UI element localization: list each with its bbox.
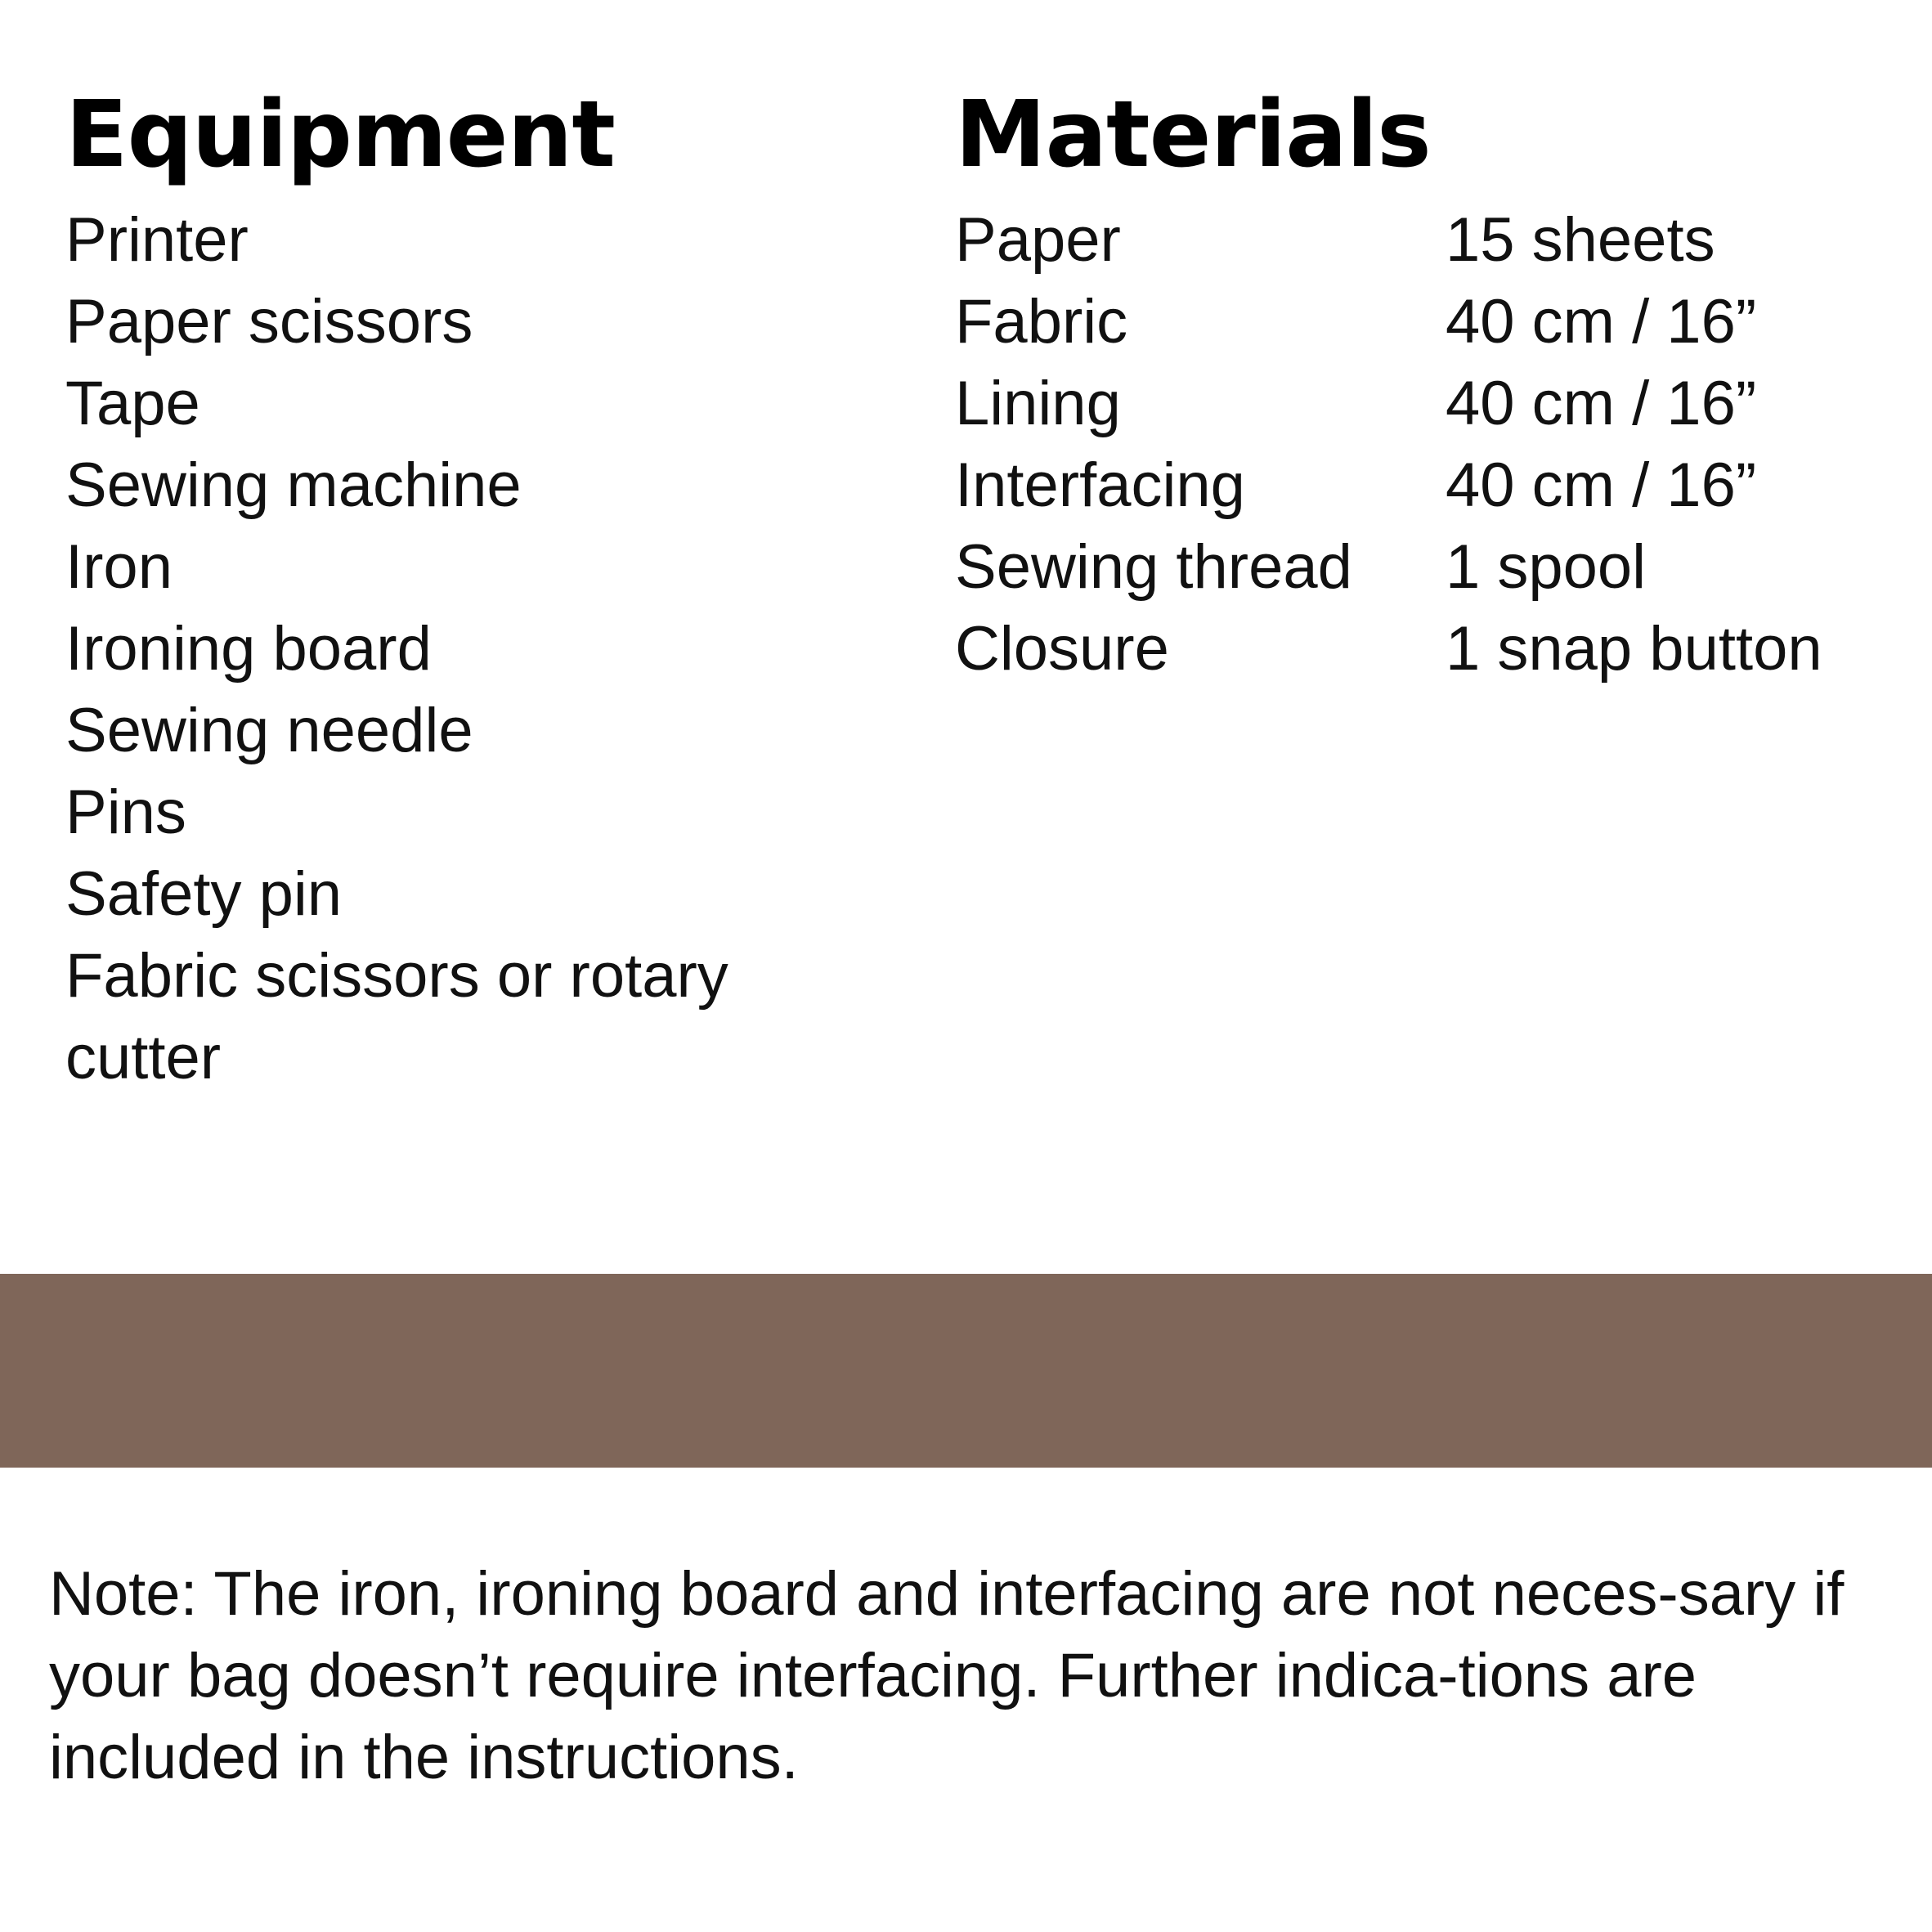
material-name: Closure: [955, 614, 1169, 684]
equipment-list: [65, 199, 801, 1099]
materials-row: [955, 363, 1903, 445]
materials-row: [955, 199, 1903, 281]
materials-row: [955, 527, 1903, 608]
equipment-heading: Equipment: [65, 82, 615, 188]
material-quantity: 40 cm / 16”: [1446, 451, 1757, 520]
material-quantity: 40 cm / 16”: [1446, 287, 1757, 356]
equipment-item: Sewing machine: [65, 451, 522, 520]
materials-heading: Materials: [955, 82, 1431, 188]
materials-row: [955, 445, 1903, 527]
equipment-item: Printer: [65, 205, 249, 275]
equipment-item: Sewing needle: [65, 696, 473, 765]
note-text: Note: The iron, ironing board and interfacing are not neces-sary if your bag doesn’t require interfacing. Further indica-tions are included in the instructions.: [49, 1559, 1845, 1792]
material-quantity: 40 cm / 16”: [1446, 369, 1757, 438]
materials-row: [955, 608, 1903, 690]
material-name: Lining: [955, 369, 1121, 438]
material-quantity: 1 snap button: [1446, 614, 1822, 684]
equipment-item: Paper scissors: [65, 287, 473, 356]
material-name: Sewing thread: [955, 532, 1352, 602]
equipment-item: Ironing board: [65, 614, 432, 684]
materials-table: [955, 199, 1903, 690]
decorative-color-band: [0, 1274, 1932, 1468]
material-quantity: 15 sheets: [1446, 205, 1715, 275]
material-quantity: 1 spool: [1446, 532, 1647, 602]
equipment-item: Safety pin: [65, 859, 342, 929]
equipment-item: Tape: [65, 369, 200, 438]
equipment-item: Fabric scissors or rotary: [65, 941, 728, 1011]
equipment-item: Pins: [65, 778, 186, 847]
material-name: Fabric: [955, 287, 1128, 356]
equipment-item: cutter: [65, 1023, 222, 1092]
material-name: Paper: [955, 205, 1121, 275]
materials-row: [955, 281, 1903, 363]
material-name: Interfacing: [955, 451, 1245, 520]
equipment-item: Iron: [65, 532, 173, 602]
